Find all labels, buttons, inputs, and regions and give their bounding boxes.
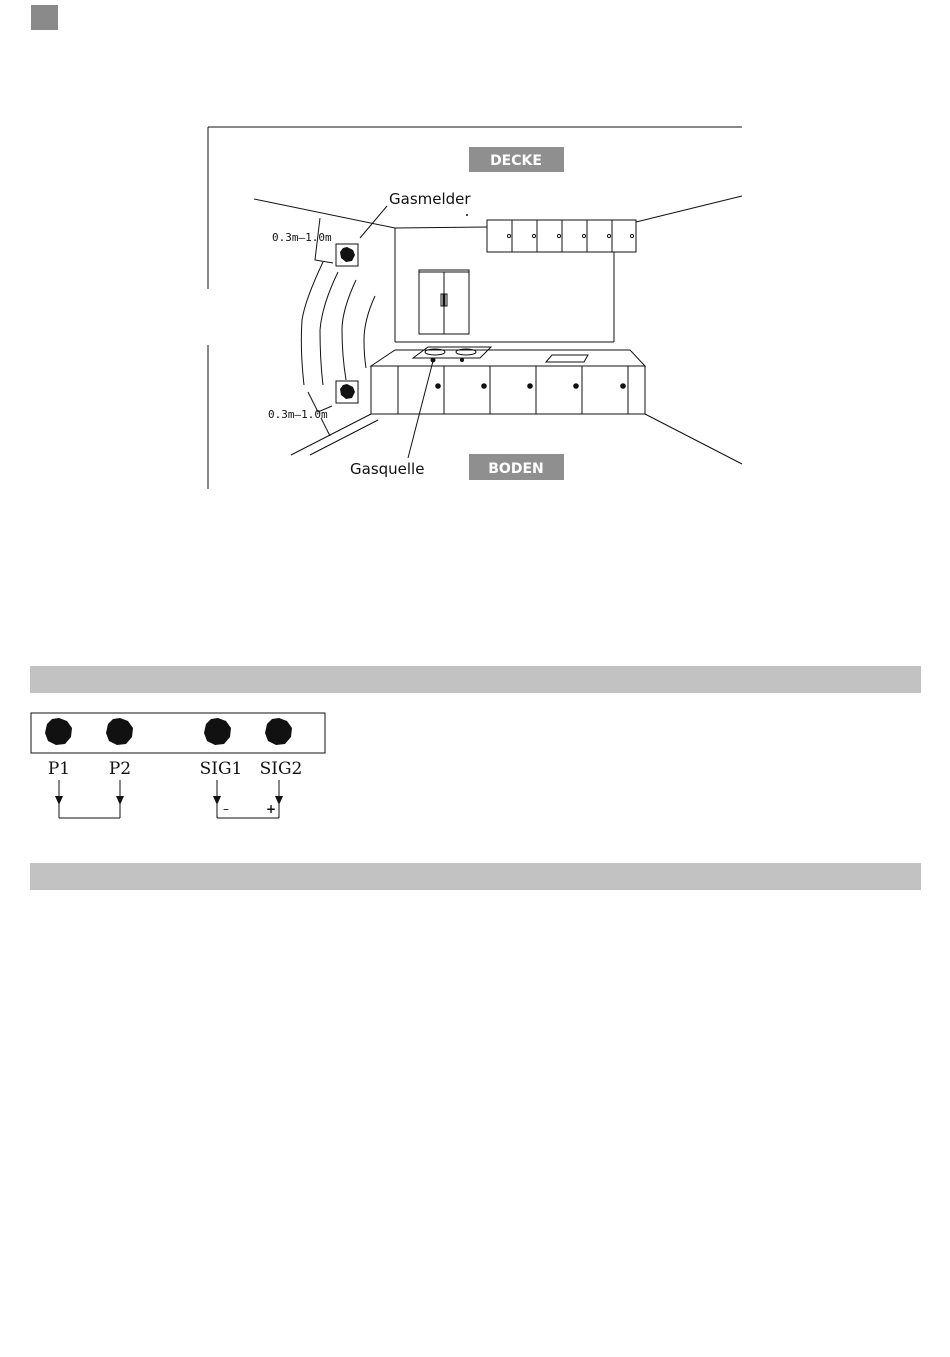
terminal-label: P2	[108, 759, 132, 779]
section-bar-2	[30, 863, 921, 890]
terminal-label: SIG2	[259, 759, 303, 779]
terminal-label: P1	[47, 759, 71, 779]
ceiling-label: DECKE	[490, 153, 542, 169]
detector-label: Gasmelder	[389, 190, 471, 208]
terminal-sig1-icon	[204, 718, 231, 745]
terminal-sig2-icon	[265, 718, 292, 745]
terminal-label: SIG1	[199, 759, 243, 779]
distance-lower: 0.3m—1.0m	[268, 408, 328, 421]
floor-label: BODEN	[488, 461, 544, 477]
gas-source-label: Gasquelle	[350, 460, 425, 478]
terminal-p2-icon	[106, 718, 133, 745]
distance-upper: 0.3m—1.0m	[272, 231, 332, 244]
polarity-plus: +	[266, 802, 277, 816]
terminal-p1-icon	[45, 718, 72, 745]
polarity-minus: –	[223, 802, 229, 816]
